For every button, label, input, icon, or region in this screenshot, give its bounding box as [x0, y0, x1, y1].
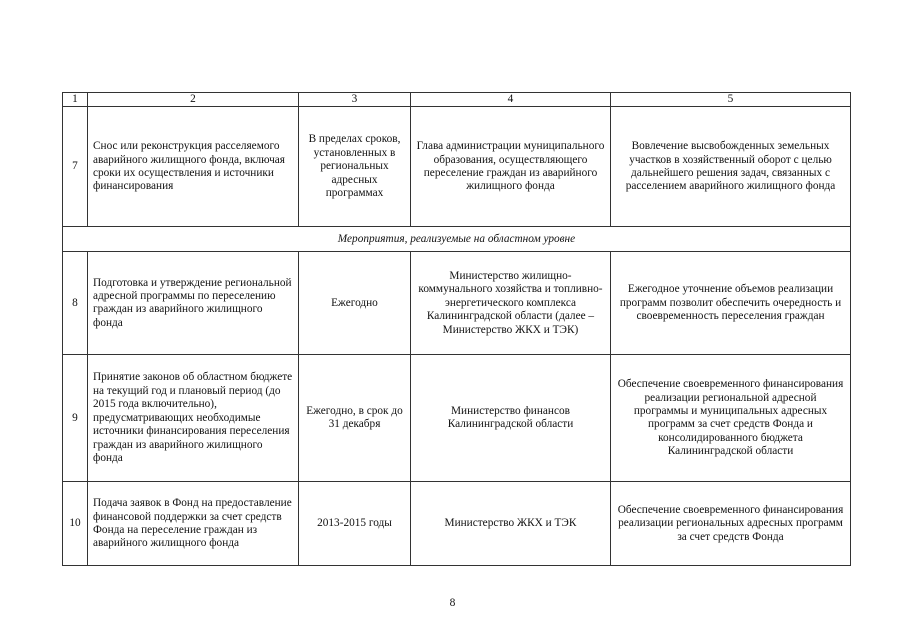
- event-cell: Подготовка и утверждение региональной адресной программы по переселению граждан из аварийного жилищного фонда: [88, 252, 299, 355]
- term-cell: 2013-2015 годы: [299, 482, 411, 566]
- term-cell: Ежегодно, в срок до 31 декабря: [299, 355, 411, 482]
- row-number: 10: [63, 482, 88, 566]
- header-cell: 3: [299, 93, 411, 107]
- row-number: 9: [63, 355, 88, 482]
- header-cell: 2: [88, 93, 299, 107]
- header-cell: 5: [611, 93, 851, 107]
- header-cell: 4: [411, 93, 611, 107]
- term-cell: В пределах сроков, установленных в региональных адресных программах: [299, 107, 411, 227]
- measures-table: [62, 92, 851, 566]
- row-number: 7: [63, 107, 88, 227]
- result-cell: Вовлечение высвобожденных земельных участков в хозяйственный оборот с целью дальнейшего решения задач, связанных с расселением аварийного жилищного фонда: [611, 107, 851, 227]
- executor-cell: Министерство ЖКХ и ТЭК: [411, 482, 611, 566]
- page-number: 8: [449, 597, 456, 609]
- table-row: [63, 355, 851, 482]
- event-cell: Подача заявок в Фонд на предоставление финансовой поддержки за счет средств Фонда на переселение граждан из аварийного жилищного фонда: [88, 482, 299, 566]
- table-header-row: [63, 93, 851, 107]
- executor-cell: Министерство финансов Калининградской области: [411, 355, 611, 482]
- section-title: Мероприятия, реализуемые на областном уровне: [63, 227, 851, 252]
- result-cell: Обеспечение своевременного финансирования реализации региональной адресной программы и муниципальных адресных программ за счет средств Фонда и консолидированного бюджета Калининградской области: [611, 355, 851, 482]
- term-cell: Ежегодно: [299, 252, 411, 355]
- executor-cell: Глава администрации муниципального образования, осуществляющего переселение граждан из аварийного жилищного фонда: [411, 107, 611, 227]
- table-row: [63, 107, 851, 227]
- result-cell: Ежегодное уточнение объемов реализации программ позволит обеспечить очередность и своевременность переселения граждан: [611, 252, 851, 355]
- row-number: 8: [63, 252, 88, 355]
- table-row: [63, 252, 851, 355]
- section-row: [63, 227, 851, 252]
- event-cell: Принятие законов об областном бюджете на текущий год и плановый период (до 2015 года включительно), предусматривающих необходимые источники финансирования переселения граждан из аварийного жилищного фонда: [88, 355, 299, 482]
- header-cell: 1: [63, 93, 88, 107]
- table-row: [63, 482, 851, 566]
- result-cell: Обеспечение своевременного финансирования реализации региональных адресных программ за счет средств Фонда: [611, 482, 851, 566]
- executor-cell: Министерство жилищно-коммунального хозяйства и топливно-энергетического комплекса Калининградской области (далее – Министерство ЖКХ и ТЭК): [411, 252, 611, 355]
- event-cell: Снос или реконструкция расселяемого аварийного жилищного фонда, включая сроки их осуществления и источники финансирования: [88, 107, 299, 227]
